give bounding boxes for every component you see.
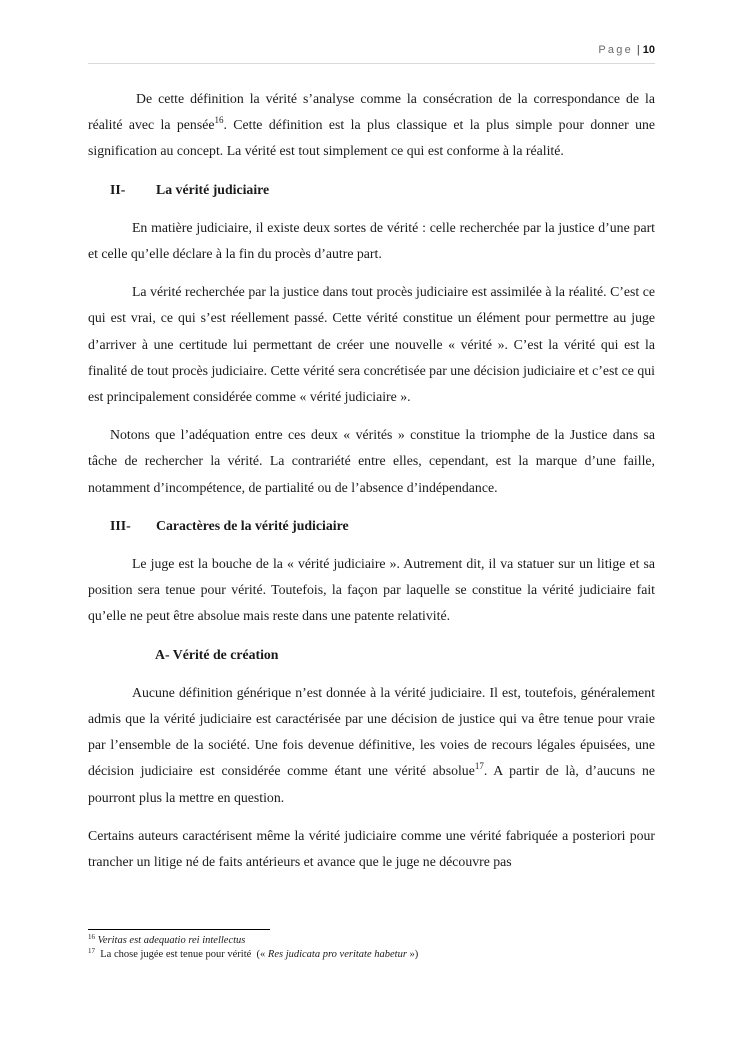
- paragraph-1: De cette définition la vérité s’analyse comme la consécration de la correspondance de la réalité avec la pensée$^{16}$. Cette définition est la plus classique et la plus simple pour donner une signification au concept. La vérité est tout simplement ce qui est conforme à la réalité.: [88, 91, 655, 159]
- document-body: [88, 86, 655, 875]
- page-label: Page: [598, 44, 633, 56]
- section-title: La vérité judiciaire: [156, 181, 270, 197]
- header-divider: [88, 63, 655, 64]
- page-number: 10: [642, 44, 655, 56]
- paragraph-3: La vérité recherchée par la justice dans tout procès judiciaire est assimilée à la réalité. C’est ce qui est vrai, ce qui s’est réellement passé. Cette vérité constitue un élément pour permettre au juge d’arriver à une certitude lui permettant de créer une nouvelle « vérité ». C’est la vérité qui est la finalité de tout procès judiciaire. Cette vérité sera concrétisée par une décision judiciaire et c’est ce qui est principalement considérée comme « vérité judiciaire ».: [88, 284, 655, 405]
- paragraph-6: Aucune définition générique n’est donnée à la vérité judiciaire. Il est, toutefois, généralement admis que la vérité judiciaire est caractérisée par une décision de justice qui va être tenue pour vraie par l’ensemble de la société. Une fois devenue définitive, les voies de recours légales épuisées, une décision judiciaire est considérée comme étant une vérité absolue$^{17}$. A partir de là, d’aucuns ne pourront plus la mettre en question.: [88, 684, 656, 805]
- footnote-ref-16: 16: [214, 115, 224, 126]
- paragraph-2: En matière judiciaire, il existe deux sortes de vérité : celle recherchée par la justice d’une part et celle qu’elle déclare à la fin du procès d’autre part.: [88, 219, 655, 262]
- footnote-16: $^{16}$ Veritas est adequatio rei intellectus: [88, 933, 246, 946]
- section-number: III-: [110, 517, 131, 533]
- subsection-heading-a: A- Vérité de création: [155, 646, 279, 662]
- section-heading-2: [88, 177, 655, 203]
- section-heading-3: [88, 513, 655, 539]
- paragraph-5: Le juge est la bouche de la « vérité judiciaire ». Autrement dit, il va statuer sur un litige et sa position sera tenue pour vérité. Toutefois, la façon par laquelle se constitue la vérité judiciaire fait qu’elle ne peut être absolue mais reste dans une patente relativité.: [88, 556, 655, 624]
- footnote-divider: [88, 929, 270, 930]
- section-number: II-: [110, 181, 126, 197]
- paragraph-7: Certains auteurs caractérisent même la vérité judiciaire comme une vérité fabriquée a posteriori pour trancher un litige né de faits antérieurs et avance que le juge ne découvre pas: [88, 827, 655, 870]
- footnote-17: $^{17}$ La chose jugée est tenue pour vérité (« Res judicata pro veritate habetur »): [88, 947, 419, 960]
- page-header: [0, 44, 655, 56]
- page-separator: |: [636, 44, 640, 56]
- footnotes: [88, 934, 655, 962]
- paragraph-4: Notons que l’adéquation entre ces deux « vérités » constitue la triomphe de la Justice dans sa tâche de rechercher la vérité. La contrariété entre elles, cependant, est la marque d’une faille, notamment d’incompétence, de partialité ou de l’absence d’indépendance.: [88, 427, 655, 495]
- footnote-ref-17: 17: [474, 761, 484, 772]
- section-title: Caractères de la vérité judiciaire: [156, 517, 349, 533]
